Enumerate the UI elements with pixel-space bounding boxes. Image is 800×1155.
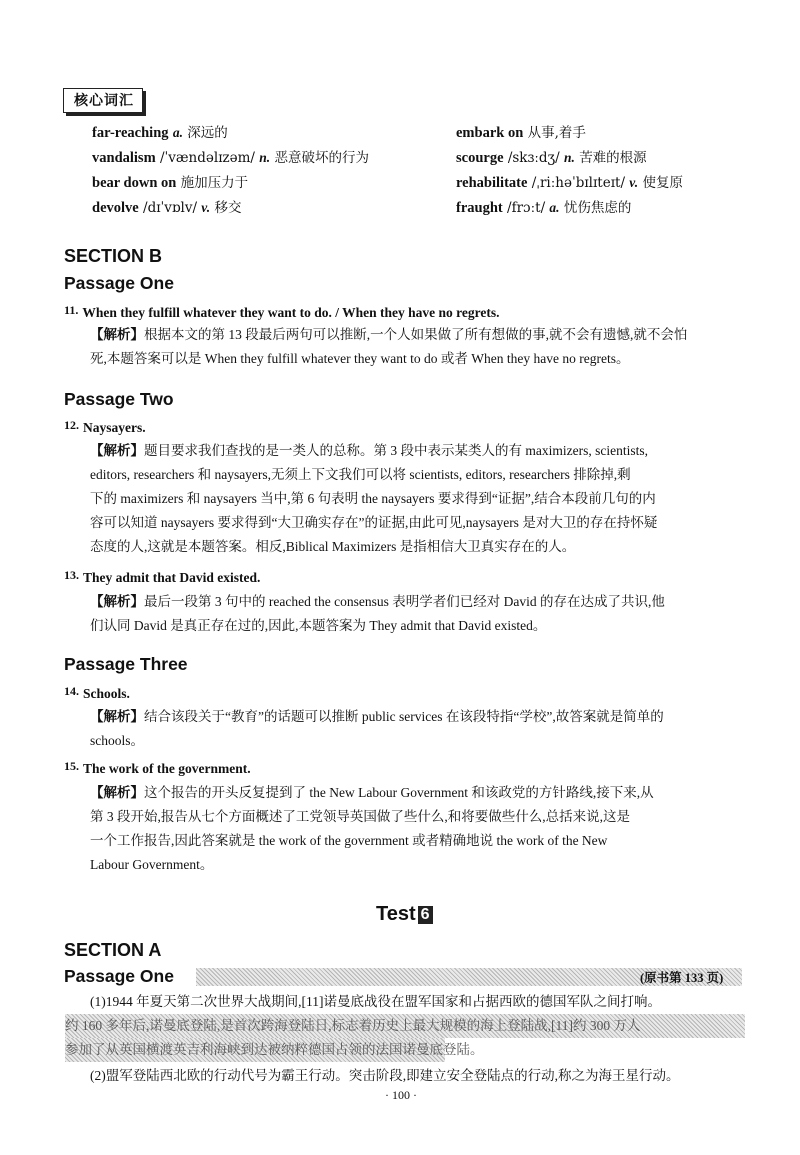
page-number: · 100 ·	[385, 1088, 417, 1102]
passage-three-title: Passage Three	[64, 654, 188, 674]
question-13-explanation: 【解析】最后一段第 3 句中的 reached the consensus 表明学者们已经对 David 的存在达成了共识,他 们认同 David 是真正存在过的,因此,本题答案为 They admit that David existed。	[90, 594, 665, 633]
vocab-item: rehabilitate /ˌriːhəˈbɪlɪteɪt/ v. 使复原	[456, 175, 683, 191]
vocab-title: 核心词汇	[63, 88, 143, 113]
vocab-item: devolve /dɪˈvɒlv/ v. 移交	[92, 200, 242, 216]
test-number-badge: 6	[418, 906, 433, 924]
passage-two-title: Passage Two	[64, 389, 174, 409]
question-11-answer: 11. When they fulfill whatever they want to do. / When they have no regrets.	[64, 303, 500, 320]
question-14-answer: 14. Schools.	[64, 684, 130, 701]
question-15-explanation: 【解析】这个报告的开头反复提到了 the New Labour Government 和该政党的方针路线,接下来,从 第 3 段开始,报告从七个方面概述了工党领导英国做了些什么,和将要做些什么,总括来说,这是 一个工作报告,因此答案就是 the work of the government 或者精确地说 the work of the New Labour Government。	[90, 785, 654, 872]
test-heading: Test 6	[376, 903, 433, 926]
section-a-title: SECTION A	[64, 940, 162, 960]
section-b-title: SECTION B	[64, 246, 163, 266]
source-page-reference: (原书第 133 页)	[640, 971, 724, 985]
vocab-item: embark on 从事,着手	[456, 125, 586, 141]
passage-one-title: Passage One	[64, 273, 174, 293]
vocab-item: vandalism /ˈvændəlɪzəm/ n. 恶意破坏的行为	[92, 150, 369, 166]
question-15-answer: 15. The work of the government.	[64, 759, 251, 776]
question-14-explanation: 【解析】结合该段关于“教育”的话题可以推断 public services 在该段特指“学校”,故答案就是简单的 schools。	[90, 709, 664, 748]
question-11-explanation: 【解析】根据本文的第 13 段最后两句可以推断,一个人如果做了所有想做的事,就不会有遗憾,就不会怕 死,本题答案可以是 When they fulfill whatever they want to do 或者 When they have no regrets。	[90, 327, 688, 366]
question-13-answer: 13. They admit that David existed.	[64, 568, 261, 585]
vocab-item: far-reaching a. 深远的	[92, 125, 228, 141]
section-a-passage-one-title: Passage One	[64, 966, 174, 986]
vocab-item: fraught /frɔːt/ a. 忧伤焦虑的	[456, 200, 632, 216]
section-a-paragraph-2: (2)盟军登陆西北欧的行动代号为霸王行动。突击阶段,即建立安全登陆点的行动,称之为海王星行动。	[90, 1068, 680, 1083]
question-12-explanation: 【解析】题目要求我们查找的是一类人的总称。第 3 段中表示某类人的有 maximizers, scientists, editors, researchers 和 naysayers,无须上下文我们可以将 scientists, editors, researchers 排除掉,剩 下的 maximizers 和 naysayers 当中,第 6 句表明 the naysayers 要求得到“证据”,结合本段前几句的内 容可以知道 naysayers 要求得到“大卫确实存在”的证据,由此可见,naysayers 是对大卫的存在持怀疑 态度的人,这就是本题答案。相反,Biblical Maximizers 是指相信大卫真实存在的人。	[90, 443, 658, 554]
vocab-item: scourge /skɜːdʒ/ n. 苦难的根源	[456, 150, 647, 166]
vocab-item: bear down on 施加压力于	[92, 175, 249, 191]
section-a-paragraph-1: (1)1944 年夏天第二次世界大战期间,[11]诺曼底战役在盟军国家和占据西欧的德国军队之间打响。 约 160 多年后,诺曼底登陆,是首次跨海登陆日,标志着历史上最大规模的海上登陆战,[11]约 300 万人 参加了从英国横渡英吉利海峡到达被纳粹德国占领的法国诺曼底登陆。	[90, 990, 745, 1062]
question-12-answer: 12. Naysayers.	[64, 418, 146, 435]
